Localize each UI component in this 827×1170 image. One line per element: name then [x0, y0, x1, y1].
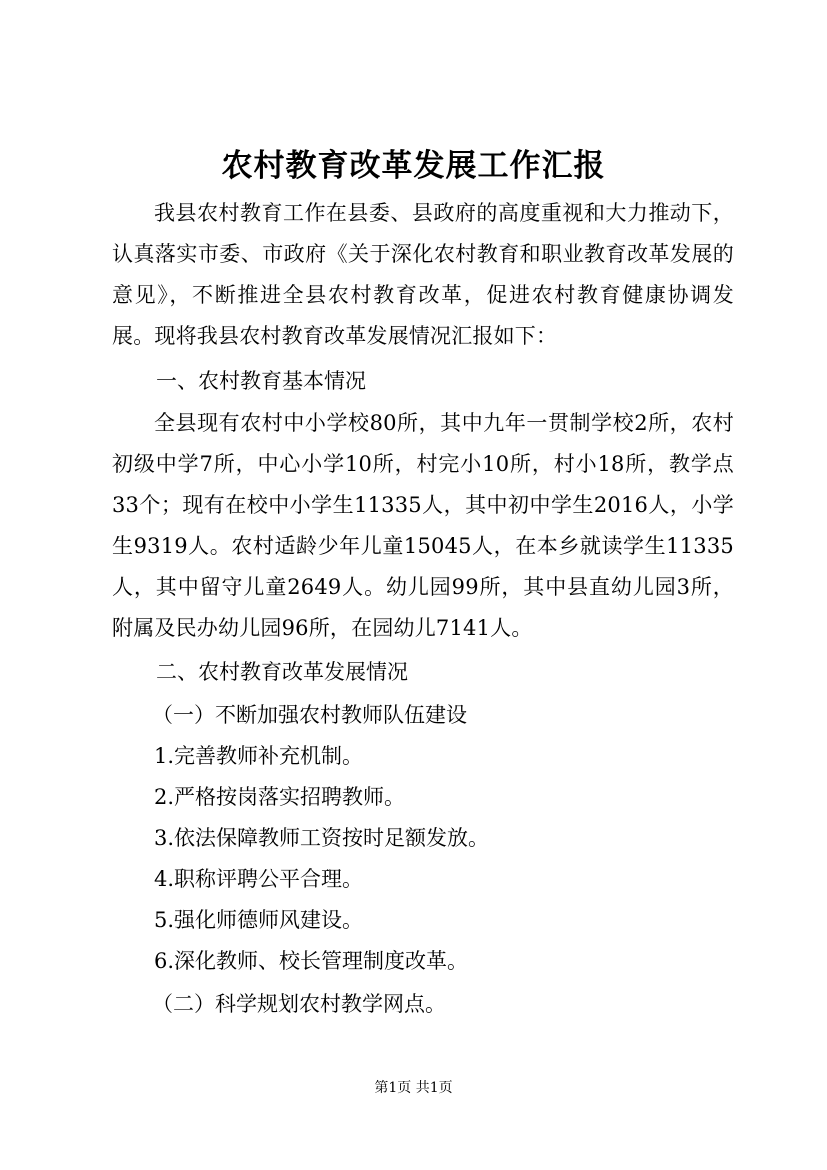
intro-paragraph: 我县农村教育工作在县委、县政府的高度重视和大力推动下，认真落实市委、市政府《关于深化农村教育和职业教育改革发展的意见》，不断推进全县农村教育改革，促进农村教育健康协调发展。现将我县农村教育改革发展情况汇报如下： [112, 201, 734, 348]
list-item: 6.深化教师、校长管理制度改革。 [154, 949, 469, 973]
basic-situation-paragraph: 全县现有农村中小学校80所，其中九年一贯制学校2所，农村初级中学7所，中心小学10所，村完小10所，村小18所，教学点33个；现有在校中小学生11335人，其中初中学生2016人，小学生9319人。农村适龄少年儿童15045人，在本乡就读学生11335人，其中留守儿童2649人。幼儿园99所，其中县直幼儿园3所，附属及民办幼儿园96所，在园幼儿7141人。 [112, 411, 734, 640]
list-item: 5.强化师德师风建设。 [154, 908, 364, 932]
list-item: 2.严格按岗落实招聘教师。 [154, 785, 406, 809]
subsection-heading-school-network: （二）科学规划农村教学网点。 [152, 992, 446, 1016]
page-number-footer: 第1页 共1页 [374, 1080, 453, 1096]
section-heading-reform-progress: 二、农村教育改革发展情况 [156, 660, 408, 684]
document-title: 农村教育改革发展工作汇报 [221, 148, 606, 184]
section-heading-basic-situation: 一、农村教育基本情况 [156, 369, 366, 393]
list-item: 1.完善教师补充机制。 [154, 744, 364, 768]
list-item: 4.职称评聘公平合理。 [154, 867, 364, 891]
list-item: 3.依法保障教师工资按时足额发放。 [154, 826, 490, 850]
subsection-heading-teacher-team: （一）不断加强农村教师队伍建设 [152, 703, 467, 727]
